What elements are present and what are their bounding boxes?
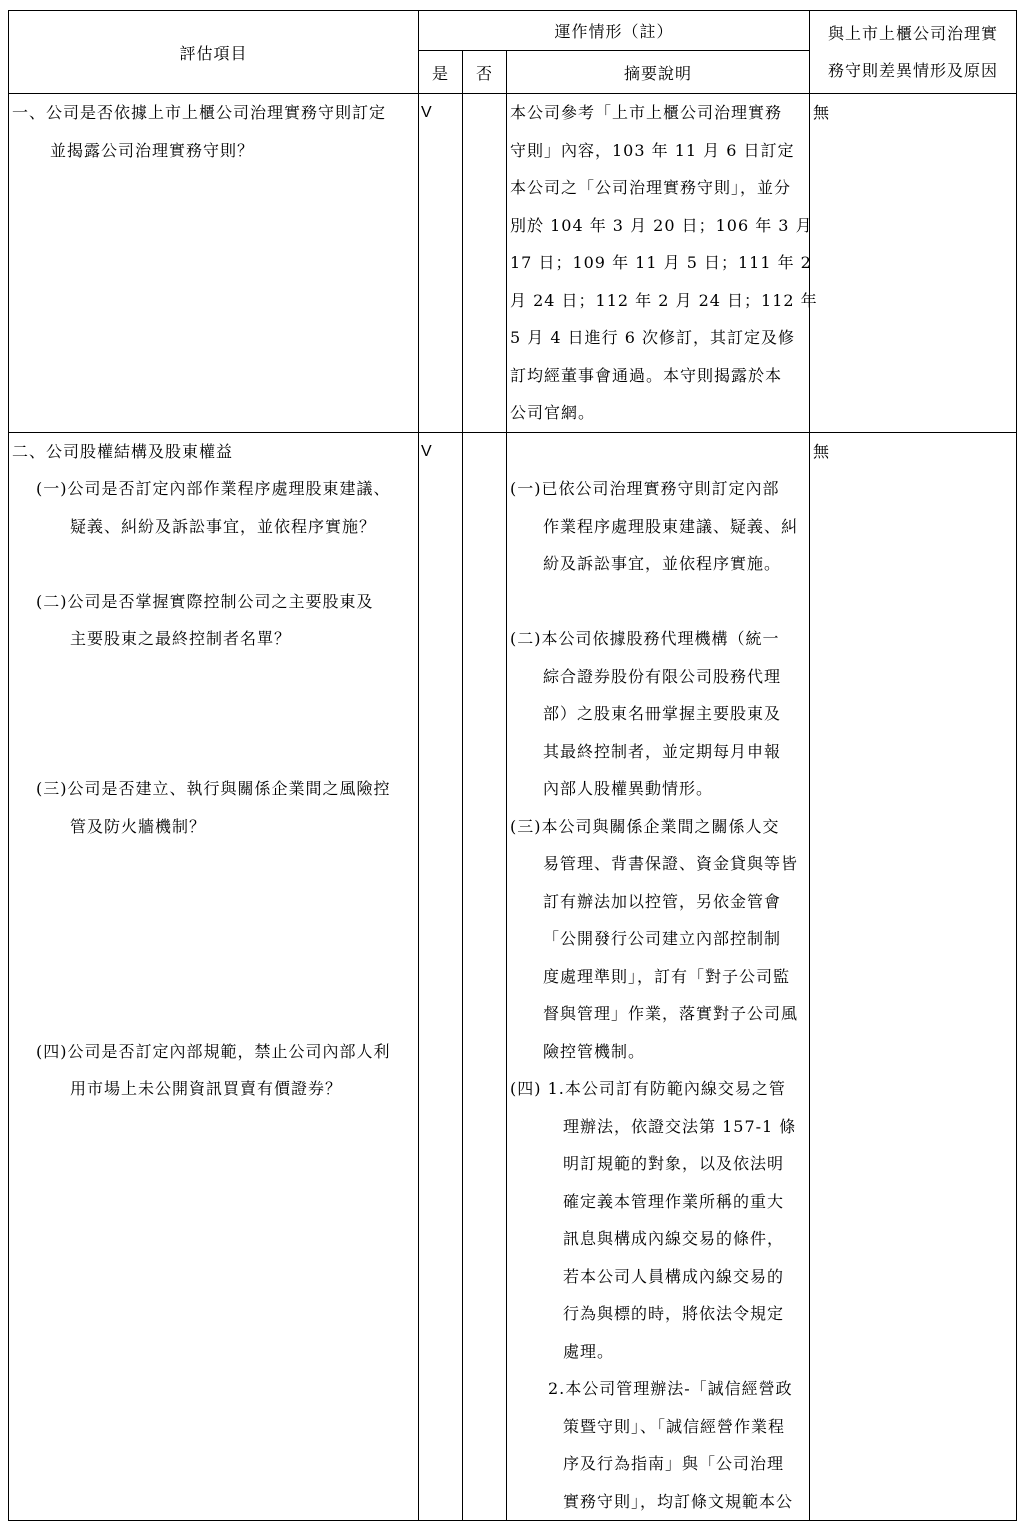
summary-line: 別於 104 年 3 月 20 日；106 年 3 月: [510, 215, 813, 235]
answer-line: 實務守則」，均訂條文規範本公: [563, 1491, 794, 1511]
header-deviation-line: 務守則差異情形及原因: [828, 61, 999, 80]
section2-deviation: [810, 432, 1017, 1521]
answer-line: 2.本公司管理辦法-「誠信經營政: [548, 1379, 793, 1398]
header-deviation: [810, 11, 1017, 94]
answer-line: (四) 1.本公司訂有防範內線交易之管: [510, 1079, 786, 1098]
question-line: (一)公司是否訂定內部作業程序處理股東建議、: [36, 479, 391, 498]
section1-yes: [419, 94, 463, 433]
summary-line: 17 日；109 年 11 月 5 日；111 年 2: [510, 253, 812, 272]
section1-item-line: 並揭露公司治理實務守則？: [50, 140, 255, 160]
question-line: 主要股東之最終控制者名單？: [70, 629, 292, 648]
section1-deviation: [810, 94, 1017, 433]
answer-line: 處理。: [563, 1341, 615, 1361]
section1-no: [463, 94, 507, 433]
answer-line: 若本公司人員構成內線交易的: [563, 1266, 785, 1286]
question-line: (四)公司是否訂定內部規範，禁止公司內部人利: [36, 1041, 391, 1061]
summary-line: 5 月 4 日進行 6 次修訂，其訂定及修: [510, 328, 795, 347]
question-line: 用市場上未公開資訊買賣有價證券？: [70, 1079, 343, 1098]
summary-line: 守則」內容，103 年 11 月 6 日訂定: [510, 140, 795, 160]
section1-summary: [507, 94, 818, 433]
section2-yes: [419, 432, 463, 1521]
deviation-text: 無: [813, 441, 831, 461]
answer-line: 其最終控制者，並定期每月申報: [543, 741, 782, 761]
section2-title: 二、公司股權結構及股東權益: [12, 441, 234, 461]
section2-summary: [507, 432, 810, 1521]
header-summary: 摘要說明: [507, 51, 810, 94]
header-evaluation-item: 評估項目: [9, 11, 419, 94]
answer-line: 訊息與構成內線交易的條件，: [563, 1229, 785, 1248]
header-yes: 是: [419, 51, 463, 94]
table-row-section1: [9, 94, 1017, 433]
header-row-top: [9, 11, 1017, 51]
header-no: 否: [463, 51, 507, 94]
section2-no: [463, 432, 507, 1521]
answer-line: 部）之股東名冊掌握主要股東及: [543, 704, 782, 723]
yes-mark: V: [421, 104, 432, 121]
summary-line: 月 24 日；112 年 2 月 24 日；112 年: [510, 290, 818, 310]
question-line: (三)公司是否建立、執行與關係企業間之風險控: [36, 779, 391, 798]
answer-line: 訂有辦法加以控管，另依金管會: [543, 891, 782, 911]
answer-line: 策暨守則」、「誠信經營作業程: [563, 1416, 786, 1436]
governance-table: [8, 10, 1017, 1521]
answer-line: 理辦法，依證交法第 157-1 條: [563, 1116, 797, 1136]
section2-item: [9, 432, 419, 1521]
deviation-text: 無: [813, 103, 831, 122]
no-mark: [463, 433, 506, 471]
table-row-section2: [9, 432, 1017, 1521]
summary-line: 本公司參考「上市上櫃公司治理實務: [510, 103, 783, 122]
answer-line: 作業程序處理股東建議、疑義、糾: [543, 516, 799, 536]
answer-line: 險控管機制。: [543, 1041, 646, 1061]
header-operation-status: 運作情形（註）: [419, 11, 810, 51]
question-line: (二)公司是否掌握實際控制公司之主要股東及: [36, 591, 374, 611]
answer-line: 序及行為指南」與「公司治理: [563, 1454, 785, 1473]
section1-item-line: 一、公司是否依據上市上櫃公司治理實務守則訂定: [12, 103, 387, 122]
answer-line: 綜合證券股份有限公司股務代理: [543, 666, 782, 686]
summary-line: 本公司之「公司治理實務守則」，並分: [510, 178, 792, 197]
answer-line: (三)本公司與關係企業間之關係人交: [510, 816, 780, 836]
summary-line: 訂均經董事會通過。本守則揭露於本: [510, 365, 783, 385]
summary-line: 公司官網。: [510, 403, 596, 422]
answer-line: 行為與標的時，將依法令規定: [563, 1304, 785, 1323]
answer-line: 易管理、背書保證、資金貸與等皆: [543, 854, 799, 873]
answer-line: 度處理準則」，訂有「對子公司監: [543, 966, 791, 986]
yes-mark: V: [421, 442, 432, 460]
answer-line: (二)本公司依據股務代理機構（統一: [510, 629, 780, 648]
section1-item: [9, 94, 419, 433]
answer-line: (一)已依公司治理實務守則訂定內部: [510, 479, 780, 498]
answer-line: 紛及訴訟事宜，並依程序實施。: [543, 554, 782, 573]
answer-line: 內部人股權異動情形。: [543, 779, 714, 798]
answer-line: 確定義本管理作業所稱的重大: [563, 1191, 785, 1211]
header-deviation-line: 與上市上櫃公司治理實: [828, 24, 999, 43]
question-line: 管及防火牆機制？: [70, 816, 207, 836]
answer-line: 「公開發行公司建立內部控制制: [543, 929, 782, 948]
answer-line: 明訂規範的對象，以及依法明: [563, 1154, 785, 1173]
answer-line: 督與管理」作業，落實對子公司風: [543, 1004, 799, 1023]
no-mark: [463, 94, 506, 132]
question-line: 疑義、糾紛及訴訟事宜，並依程序實施？: [70, 516, 377, 536]
